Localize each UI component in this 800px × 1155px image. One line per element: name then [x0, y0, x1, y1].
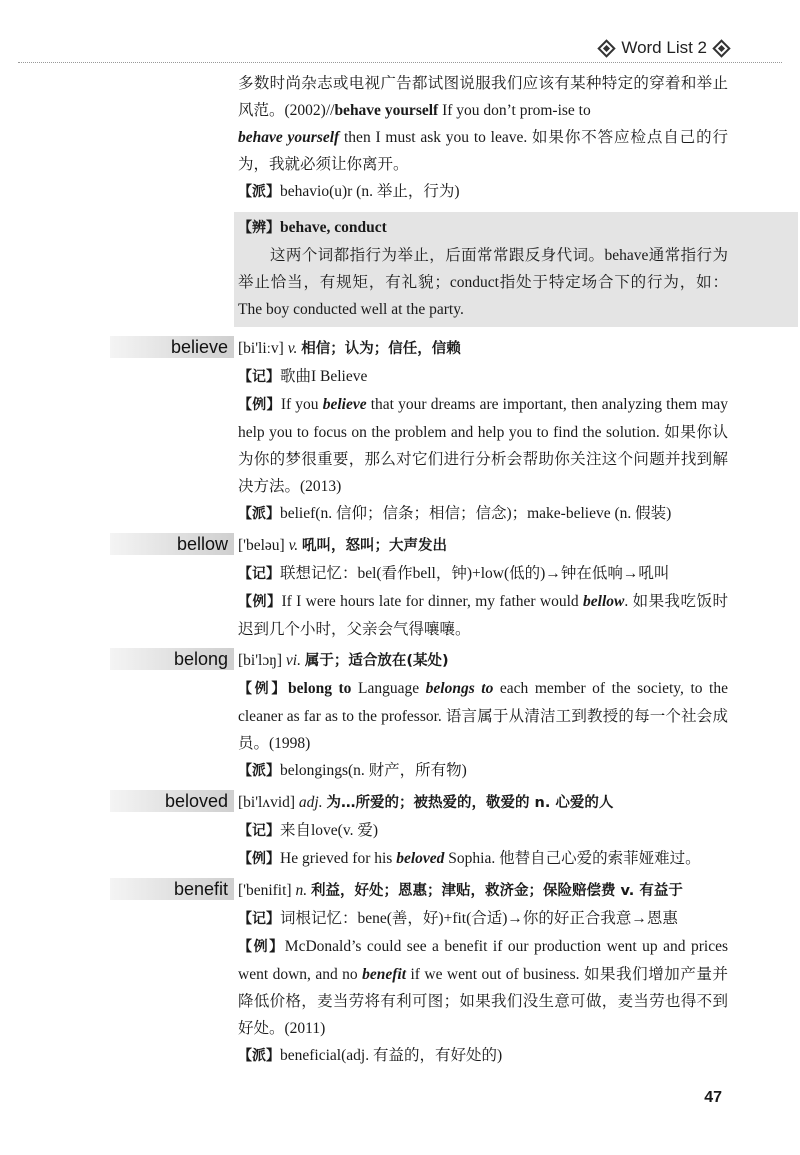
phonetic: ['benifit]	[238, 882, 292, 899]
phrase: behave yourself	[238, 129, 340, 146]
example-text: if we went out of business. 如果我们增加产量并降低价格，麦当劳将有利可图；如果我们没生意可做，麦当劳也得不到好处。(2011)	[238, 966, 729, 1037]
example-text: . 如果我吃饭时迟到几个小时，父亲会气得嚷嚷。	[238, 593, 728, 638]
derivative-text: behavio(u)r (n. 举止，行为)	[280, 183, 460, 200]
tag-label: 【记】	[238, 566, 280, 582]
entry-benefit	[173, 877, 729, 1070]
behave-continuation	[238, 70, 728, 178]
text: If you don’t prom-ise to	[438, 102, 591, 119]
headword: believe	[110, 336, 234, 358]
tag-label: 【记】	[238, 911, 280, 927]
example-keyword: beloved	[396, 850, 445, 867]
diamond-icon	[712, 39, 730, 57]
tag-label: 【派】	[238, 184, 280, 200]
running-header	[600, 38, 728, 58]
headword: belong	[110, 648, 234, 670]
tag-label: 【例】	[238, 594, 282, 610]
tag-label: 【例】	[238, 681, 289, 697]
derivative-text: belief(n. 信仰；信条；相信；信念)；make-believe (n. 假装)	[280, 505, 672, 522]
text: 和举止风范。(2002)//	[238, 75, 728, 119]
headword: benefit	[110, 878, 234, 900]
memory-text: 来自love(v. 爱)	[280, 822, 379, 839]
header-title: Word List 2	[621, 38, 707, 57]
text: then I must ask you to leave. 如果你不答应检点自己的行为，我就必须让你离开。	[238, 129, 728, 173]
headword: beloved	[110, 790, 234, 812]
part-of-speech: n.	[295, 882, 308, 899]
phrase: behave yourself	[334, 102, 439, 119]
page-number: 47	[704, 1089, 722, 1106]
text: 多数时尚杂志或电视广告都试图说服我们应该有某种特定的穿着	[238, 75, 681, 92]
part-of-speech: v.	[287, 340, 298, 357]
page-content	[164, 70, 729, 1070]
definition: 利益，好处；恩惠；津贴，救济金；保险赔偿费 v. 有益于	[310, 883, 683, 899]
phonetic: [bi'lɔŋ]	[238, 652, 283, 669]
diamond-icon	[598, 39, 616, 57]
tag-label: 【辨】	[238, 220, 280, 236]
example-keyword: benefit	[362, 966, 407, 983]
tag-label: 【记】	[238, 823, 280, 839]
example-text: If I were hours late for dinner, my father would	[281, 593, 584, 610]
entry-beloved	[164, 789, 728, 873]
derivative-line	[238, 178, 728, 206]
example-text: He grieved for his	[280, 850, 397, 867]
example-text: If you	[280, 396, 323, 413]
part-of-speech: v.	[288, 537, 299, 554]
phonetic: [bi'liːv]	[238, 340, 284, 357]
entry-believe	[170, 335, 729, 528]
example-keyword: believe	[322, 396, 367, 413]
distinction-box	[234, 212, 798, 327]
tag-label: 【例】	[238, 397, 281, 413]
headword: bellow	[110, 533, 234, 555]
tag-label: 【派】	[238, 1048, 280, 1064]
example-keyword: belongs to	[425, 680, 494, 697]
tag-label: 【派】	[238, 506, 280, 522]
memory-text: 词根记忆：bene(善，好)+fit(合适)→你的好正合我意→恩惠	[280, 910, 678, 927]
part-of-speech: adj.	[298, 794, 323, 811]
header-divider	[18, 62, 782, 63]
phrase: belong to	[288, 680, 352, 697]
tag-label: 【记】	[238, 369, 280, 385]
derivative-text: belongings(n. 财产，所有物)	[280, 762, 467, 779]
part-of-speech: vi.	[285, 652, 301, 669]
example-text: Language	[351, 680, 426, 697]
tag-label: 【派】	[238, 763, 280, 779]
example-text: McDonald’s could see a benefit if our production went up and prices went down, and no	[238, 938, 728, 983]
example-text: each member of the society, to the cleaner as far as to the professor. 语言属于从清洁工到教授的每一个社会成员。(1998)	[238, 680, 728, 752]
derivative-text: beneficial(adj. 有益的，有好处的)	[280, 1047, 503, 1064]
definition: 属于；适合放在(某处)	[304, 653, 449, 669]
definition: 相信；认为；信任，信赖	[301, 341, 461, 357]
distinction-text: 这两个词都指行为举止，后面常常跟反身代词。behave通常指行为举止恰当，有规矩，有礼貌；conduct指处于特定场合下的行为，如：The boy conducted well at the party.	[238, 247, 728, 318]
tag-label: 【例】	[238, 851, 280, 867]
definition: 吼叫，怒叫；大声发出	[302, 538, 448, 554]
phonetic: [bi'lʌvid]	[238, 794, 296, 811]
definition: 为…所爱的；被热爱的，敬爱的 n. 心爱的人	[326, 795, 614, 811]
memory-text: 歌曲I Believe	[280, 368, 368, 385]
distinction-title: behave, conduct	[280, 219, 387, 236]
memory-text: 联想记忆：bel(看作bell，钟)+low(低的)→钟在低响→吼叫	[280, 565, 670, 582]
entry-bellow	[176, 532, 728, 643]
example-text: that your dreams are important, then analyzing them may help you to focus on the problem and help you to find the solution. 如果你认为你的梦很重要，那么对它们进行分析会帮助你关注这个问题并找到解决方法。(2013)	[238, 396, 729, 495]
tag-label: 【例】	[238, 939, 285, 955]
example-text: Sophia. 他替自己心爱的索菲娅难过。	[444, 850, 701, 867]
example-keyword: bellow	[583, 593, 625, 610]
entry-belong	[173, 647, 728, 785]
phonetic: ['beləu]	[238, 537, 285, 554]
